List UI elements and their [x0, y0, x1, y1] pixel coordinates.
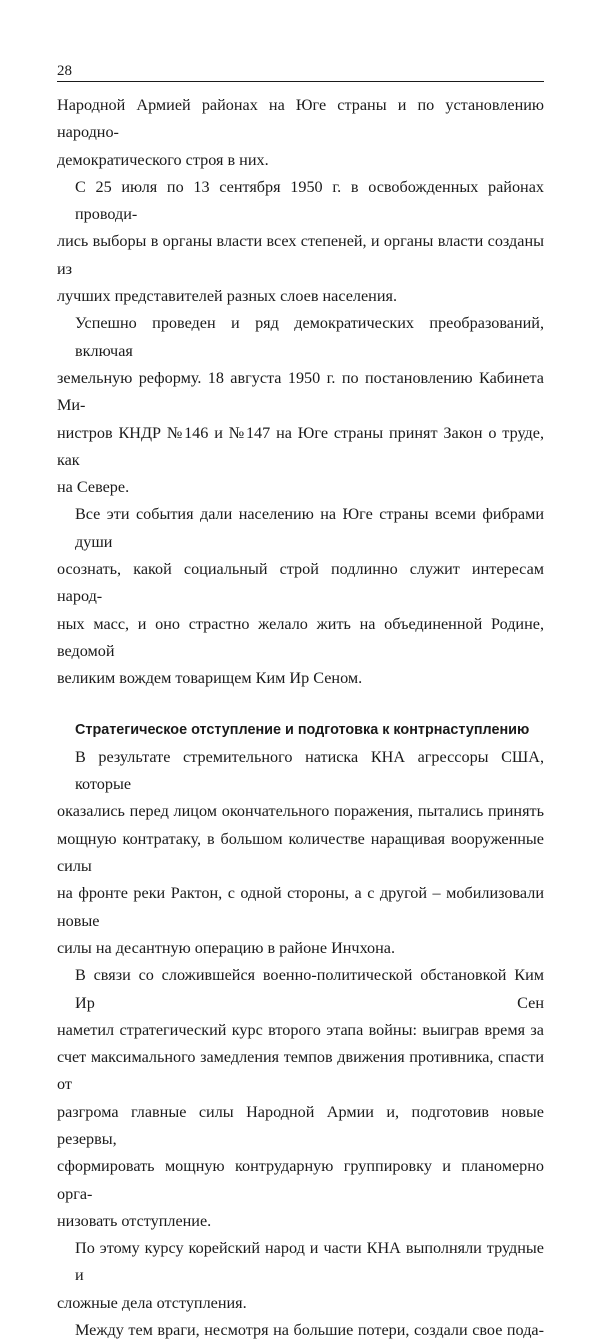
text-line: Успешно проведен и ряд демократических преобразований, включая: [75, 314, 544, 360]
text-line: оказались перед лицом окончательного поражения, пытались принять: [57, 802, 544, 821]
text-line: Все эти события дали населению на Юге страны всеми фибрами души: [75, 505, 544, 551]
text-line: силы на десантную операцию в районе Инчхона.: [57, 938, 396, 957]
text-line: великим вождем товарищем Ким Ир Сеном.: [57, 669, 363, 688]
text-line: мощную контратаку, в большом количестве наращивая вооруженные силы: [57, 829, 544, 876]
text-line: счет максимального замедления темпов движения противника, спасти от: [57, 1048, 544, 1094]
paragraph-3: [57, 310, 544, 501]
section-heading: Стратегическое отступление и подготовка к контрнаступлению: [75, 721, 530, 738]
paragraph-1: [57, 92, 544, 174]
text-line: разгрома главные силы Народной Армии и, подготовив новые резервы,: [57, 1102, 544, 1148]
page-number: 28: [57, 63, 72, 79]
header-rule: [57, 81, 544, 82]
paragraph-2: [57, 174, 544, 310]
text-line: В результате стремительного натиска КНА агрессоры США, которые: [75, 747, 544, 794]
text-line: на Севере.: [57, 478, 130, 497]
text-line: Между тем враги, несмотря на большие потери, создали свое пода-: [75, 1321, 544, 1340]
text-line: лись выборы в органы власти всех степеней, и органы власти созданы из: [57, 232, 544, 278]
text-line: земельную реформу. 18 августа 1950 г. по постановлению Кабинета Ми-: [57, 368, 544, 415]
paragraph-6: [57, 962, 544, 1235]
text-line: С 25 июля по 13 сентября 1950 г. в освобожденных районах проводи-: [75, 177, 544, 224]
text-line: наметил стратегический курс второго этапа войны: выиграв время за: [57, 1020, 544, 1039]
text-line: демократического строя в них.: [57, 150, 269, 169]
paragraph-7: [57, 1235, 544, 1317]
text-line: нистров КНДР №146 и №147 на Юге страны принят Закон о труде, как: [57, 423, 544, 469]
page-body: [57, 92, 544, 1344]
text-line: на фронте реки Рактон, с одной стороны, а с другой – мобилизовали новые: [57, 884, 544, 930]
text-line: низовать отступление.: [57, 1211, 212, 1230]
paragraph-5: [57, 744, 544, 962]
text-line: сложные дела отступления.: [57, 1293, 247, 1312]
text-line: лучших представителей разных слоев населения.: [57, 287, 398, 306]
paragraph-4: [57, 501, 544, 692]
text-line: Народной Армией районах на Юге страны и по установлению народно-: [57, 96, 544, 142]
text-line: осознать, какой социальный строй подлинно служит интересам народ-: [57, 560, 544, 606]
text-line: В связи со сложившейся военно-политической обстановкой Ким Ир Сен: [75, 966, 544, 1012]
paragraph-8: [57, 1317, 544, 1344]
text-line: сформировать мощную контрударную группировку и планомерно орга-: [57, 1157, 544, 1203]
text-line: ных масс, и оно страстно желало жить на объединенной Родине, ведомой: [57, 614, 544, 660]
text-line: По этому курсу корейский народ и части КНА выполняли трудные и: [75, 1239, 544, 1285]
